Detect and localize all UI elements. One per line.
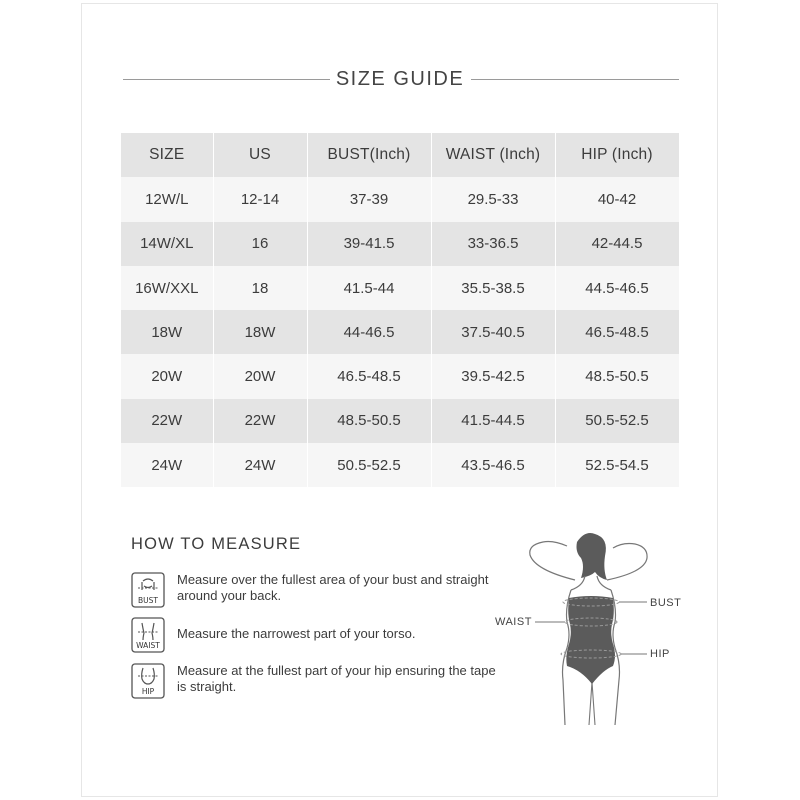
- cell-hip: 44.5-46.5: [555, 266, 679, 310]
- svg-text:HIP: HIP: [141, 687, 155, 696]
- cell-bust: 41.5-44: [307, 266, 431, 310]
- cell-size: 14W/XL: [121, 222, 213, 266]
- cell-hip: 46.5-48.5: [555, 310, 679, 354]
- cell-waist: 37.5-40.5: [431, 310, 555, 354]
- cell-hip: 48.5-50.5: [555, 354, 679, 398]
- table-row: [121, 399, 679, 443]
- size-guide-header: [123, 66, 679, 92]
- header-bust: BUST(Inch): [307, 133, 431, 177]
- bust-icon: [131, 572, 165, 608]
- size-table: [121, 133, 680, 487]
- hip-icon: [131, 663, 165, 699]
- cell-bust: 39-41.5: [307, 222, 431, 266]
- cell-waist: 33-36.5: [431, 222, 555, 266]
- table-header-row: [121, 133, 679, 177]
- cell-size: 22W: [121, 399, 213, 443]
- header-waist: WAIST (Inch): [431, 133, 555, 177]
- table-row: [121, 354, 679, 398]
- title-divider-left: [123, 79, 330, 80]
- cell-waist: 41.5-44.5: [431, 399, 555, 443]
- figure-label-hip: HIP: [650, 648, 670, 660]
- table-row: [121, 177, 679, 221]
- table-row: [121, 222, 679, 266]
- cell-bust: 37-39: [307, 177, 431, 221]
- measure-item-bust: [131, 572, 491, 608]
- cell-hip: 42-44.5: [555, 222, 679, 266]
- cell-size: 24W: [121, 443, 213, 487]
- waist-icon: [131, 617, 165, 653]
- cell-size: 18W: [121, 310, 213, 354]
- figure-label-bust: BUST: [650, 597, 682, 609]
- title-divider-right: [471, 79, 679, 80]
- table-row: [121, 443, 679, 487]
- cell-hip: 52.5-54.5: [555, 443, 679, 487]
- cell-waist: 43.5-46.5: [431, 443, 555, 487]
- cell-us: 18W: [213, 310, 307, 354]
- cell-us: 24W: [213, 443, 307, 487]
- hip-instruction: Measure at the fullest part of your hip ensuring the tape is straight.: [177, 663, 496, 694]
- cell-us: 22W: [213, 399, 307, 443]
- cell-hip: 40-42: [555, 177, 679, 221]
- header-us: US: [213, 133, 307, 177]
- cell-us: 16: [213, 222, 307, 266]
- table-row: [121, 310, 679, 354]
- cell-waist: 29.5-33: [431, 177, 555, 221]
- how-to-measure-title: HOW TO MEASURE: [131, 535, 302, 553]
- cell-hip: 50.5-52.5: [555, 399, 679, 443]
- header-size: SIZE: [121, 133, 213, 177]
- page-title: SIZE GUIDE: [335, 68, 465, 90]
- measure-item-waist: [131, 617, 491, 653]
- waist-instruction: Measure the narrowest part of your torso.: [177, 626, 416, 641]
- figure-label-waist: WAIST: [495, 616, 532, 628]
- svg-text:BUST: BUST: [138, 596, 158, 605]
- cell-bust: 44-46.5: [307, 310, 431, 354]
- cell-size: 16W/XXL: [121, 266, 213, 310]
- cell-bust: 46.5-48.5: [307, 354, 431, 398]
- body-measure-figure: [495, 530, 695, 725]
- svg-text:WAIST: WAIST: [136, 641, 160, 650]
- cell-bust: 48.5-50.5: [307, 399, 431, 443]
- cell-us: 12-14: [213, 177, 307, 221]
- cell-size: 12W/L: [121, 177, 213, 221]
- cell-size: 20W: [121, 354, 213, 398]
- bust-instruction: Measure over the fullest area of your bust and straight around your back.: [177, 572, 489, 603]
- cell-us: 20W: [213, 354, 307, 398]
- header-hip: HIP (Inch): [555, 133, 679, 177]
- measure-item-hip: [131, 663, 496, 699]
- cell-waist: 39.5-42.5: [431, 354, 555, 398]
- table-row: [121, 266, 679, 310]
- cell-us: 18: [213, 266, 307, 310]
- cell-bust: 50.5-52.5: [307, 443, 431, 487]
- cell-waist: 35.5-38.5: [431, 266, 555, 310]
